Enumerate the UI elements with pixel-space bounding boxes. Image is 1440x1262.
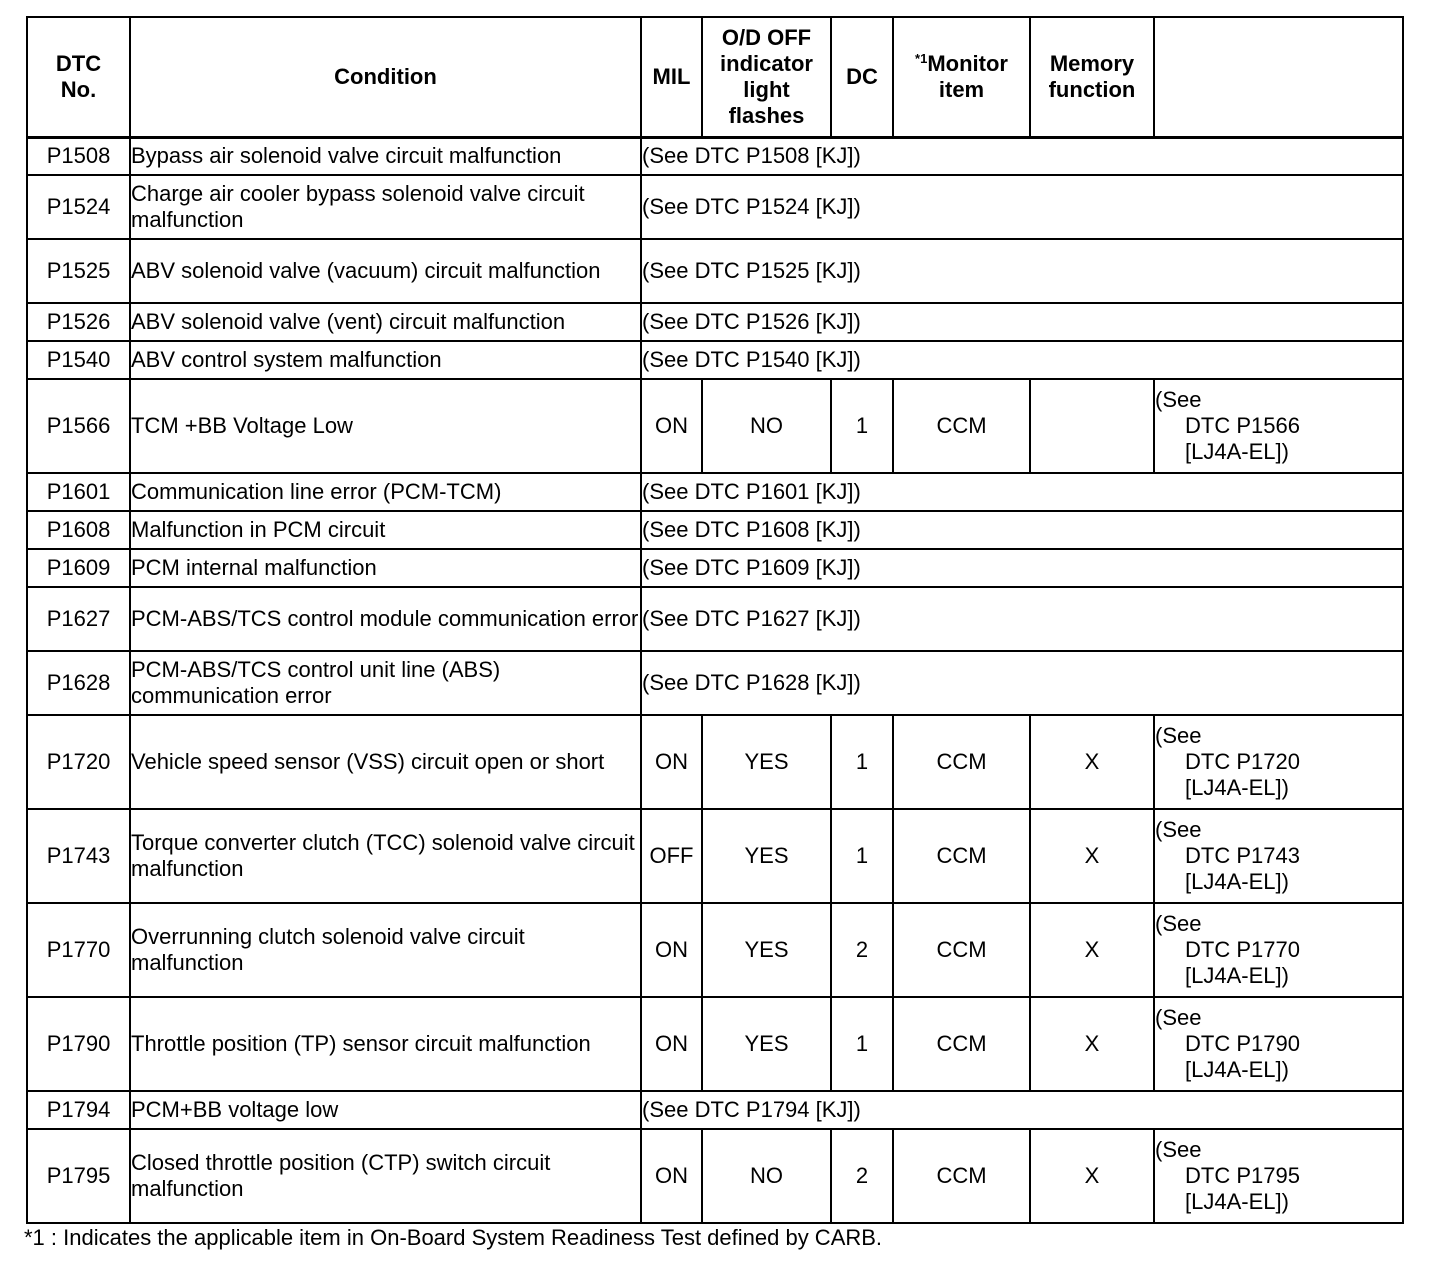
reference-line: DTC P1743 xyxy=(1185,843,1300,868)
monitor-footnote-mark: *1 xyxy=(915,50,928,66)
dtc-see-reference: (See DTC P1525 [KJ]) xyxy=(641,239,1403,303)
dtc-reference xyxy=(1154,809,1403,903)
dtc-od-off: NO xyxy=(702,1129,831,1223)
dtc-dc: 1 xyxy=(831,379,893,473)
dtc-table-body xyxy=(27,137,1403,1223)
header-reference xyxy=(1154,17,1403,137)
dtc-monitor: CCM xyxy=(893,379,1030,473)
reference-line: [LJ4A-EL]) xyxy=(1185,963,1289,988)
dtc-condition: ABV control system malfunction xyxy=(130,341,641,379)
reference-line: (See xyxy=(1155,1005,1202,1030)
dtc-condition: PCM-ABS/TCS control unit line (ABS) communication error xyxy=(130,651,641,715)
dtc-mil: ON xyxy=(641,1129,702,1223)
reference-line: [LJ4A-EL]) xyxy=(1185,1057,1289,1082)
reference-line: DTC P1720 xyxy=(1185,749,1300,774)
dtc-condition: Bypass air solenoid valve circuit malfunction xyxy=(130,137,641,175)
dtc-code: P1566 xyxy=(27,379,130,473)
dtc-code: P1795 xyxy=(27,1129,130,1223)
dtc-condition: Vehicle speed sensor (VSS) circuit open or short xyxy=(130,715,641,809)
reference-line: DTC P1795 xyxy=(1185,1163,1300,1188)
dtc-condition: ABV solenoid valve (vent) circuit malfunction xyxy=(130,303,641,341)
dtc-see-reference: (See DTC P1526 [KJ]) xyxy=(641,303,1403,341)
dtc-mil: ON xyxy=(641,715,702,809)
dtc-table xyxy=(26,16,1404,1224)
dtc-code: P1628 xyxy=(27,651,130,715)
dtc-memory: X xyxy=(1030,809,1154,903)
reference-line: DTC P1566 xyxy=(1185,413,1300,438)
header-dc: DC xyxy=(831,17,893,137)
table-row xyxy=(27,473,1403,511)
table-row xyxy=(27,303,1403,341)
header-mil: MIL xyxy=(641,17,702,137)
dtc-od-off: YES xyxy=(702,903,831,997)
dtc-condition: Communication line error (PCM-TCM) xyxy=(130,473,641,511)
dtc-od-off: YES xyxy=(702,715,831,809)
dtc-code: P1601 xyxy=(27,473,130,511)
dtc-condition: Malfunction in PCM circuit xyxy=(130,511,641,549)
dtc-reference xyxy=(1154,1129,1403,1223)
dtc-code: P1526 xyxy=(27,303,130,341)
dtc-memory: X xyxy=(1030,997,1154,1091)
dtc-see-reference: (See DTC P1601 [KJ]) xyxy=(641,473,1403,511)
reference-line: (See xyxy=(1155,387,1202,412)
dtc-od-off: YES xyxy=(702,809,831,903)
dtc-see-reference: (See DTC P1508 [KJ]) xyxy=(641,137,1403,175)
header-condition: Condition xyxy=(130,17,641,137)
header-od-off: O/D OFF indicator light flashes xyxy=(702,17,831,137)
table-row xyxy=(27,379,1403,473)
table-row xyxy=(27,1129,1403,1223)
reference-line: [LJ4A-EL]) xyxy=(1185,775,1289,800)
dtc-condition: ABV solenoid valve (vacuum) circuit malfunction xyxy=(130,239,641,303)
dtc-see-reference: (See DTC P1628 [KJ]) xyxy=(641,651,1403,715)
dtc-code: P1525 xyxy=(27,239,130,303)
table-row xyxy=(27,997,1403,1091)
reference-line: [LJ4A-EL]) xyxy=(1185,1189,1289,1214)
reference-line: (See xyxy=(1155,723,1202,748)
dtc-od-off: YES xyxy=(702,997,831,1091)
header-memory: Memory function xyxy=(1030,17,1154,137)
header-monitor-label: Monitor item xyxy=(927,50,1008,102)
dtc-see-reference: (See DTC P1627 [KJ]) xyxy=(641,587,1403,651)
footnote: *1 : Indicates the applicable item in On-Board System Readiness Test defined by CARB. xyxy=(24,1225,883,1250)
dtc-see-reference: (See DTC P1524 [KJ]) xyxy=(641,175,1403,239)
dtc-monitor: CCM xyxy=(893,809,1030,903)
dtc-see-reference: (See DTC P1540 [KJ]) xyxy=(641,341,1403,379)
dtc-code: P1540 xyxy=(27,341,130,379)
reference-line: (See xyxy=(1155,1137,1202,1162)
dtc-code: P1770 xyxy=(27,903,130,997)
reference-line: DTC P1790 xyxy=(1185,1031,1300,1056)
dtc-condition: Charge air cooler bypass solenoid valve circuit malfunction xyxy=(130,175,641,239)
table-row xyxy=(27,651,1403,715)
dtc-memory: X xyxy=(1030,1129,1154,1223)
dtc-monitor: CCM xyxy=(893,903,1030,997)
dtc-condition: Overrunning clutch solenoid valve circuit malfunction xyxy=(130,903,641,997)
dtc-dc: 1 xyxy=(831,809,893,903)
dtc-dc: 1 xyxy=(831,997,893,1091)
dtc-code: P1790 xyxy=(27,997,130,1091)
dtc-mil: ON xyxy=(641,997,702,1091)
table-row xyxy=(27,715,1403,809)
table-row xyxy=(27,1091,1403,1129)
header-monitor xyxy=(893,17,1030,137)
dtc-condition: Torque converter clutch (TCC) solenoid valve circuit malfunction xyxy=(130,809,641,903)
header-dtc-no: DTC No. xyxy=(27,17,130,137)
reference-line: [LJ4A-EL]) xyxy=(1185,439,1289,464)
dtc-code: P1794 xyxy=(27,1091,130,1129)
table-row xyxy=(27,549,1403,587)
dtc-monitor: CCM xyxy=(893,1129,1030,1223)
dtc-code: P1608 xyxy=(27,511,130,549)
reference-line: [LJ4A-EL]) xyxy=(1185,869,1289,894)
dtc-mil: ON xyxy=(641,903,702,997)
table-row xyxy=(27,341,1403,379)
table-row xyxy=(27,175,1403,239)
table-row xyxy=(27,511,1403,549)
table-row xyxy=(27,239,1403,303)
dtc-reference xyxy=(1154,715,1403,809)
dtc-memory: X xyxy=(1030,715,1154,809)
dtc-reference xyxy=(1154,997,1403,1091)
dtc-dc: 2 xyxy=(831,903,893,997)
dtc-condition: Closed throttle position (CTP) switch circuit malfunction xyxy=(130,1129,641,1223)
dtc-memory xyxy=(1030,379,1154,473)
dtc-od-off: NO xyxy=(702,379,831,473)
reference-line: (See xyxy=(1155,911,1202,936)
dtc-code: P1720 xyxy=(27,715,130,809)
dtc-memory: X xyxy=(1030,903,1154,997)
dtc-monitor: CCM xyxy=(893,997,1030,1091)
dtc-code: P1743 xyxy=(27,809,130,903)
header-row xyxy=(27,17,1403,137)
table-row xyxy=(27,903,1403,997)
dtc-code: P1508 xyxy=(27,137,130,175)
dtc-see-reference: (See DTC P1608 [KJ]) xyxy=(641,511,1403,549)
dtc-mil: ON xyxy=(641,379,702,473)
dtc-code: P1609 xyxy=(27,549,130,587)
dtc-condition: PCM+BB voltage low xyxy=(130,1091,641,1129)
table-row xyxy=(27,809,1403,903)
dtc-monitor: CCM xyxy=(893,715,1030,809)
dtc-condition: PCM-ABS/TCS control module communication error xyxy=(130,587,641,651)
table-row xyxy=(27,137,1403,175)
dtc-dc: 1 xyxy=(831,715,893,809)
reference-line: (See xyxy=(1155,817,1202,842)
dtc-mil: OFF xyxy=(641,809,702,903)
table-row xyxy=(27,587,1403,651)
dtc-see-reference: (See DTC P1609 [KJ]) xyxy=(641,549,1403,587)
dtc-code: P1627 xyxy=(27,587,130,651)
dtc-condition: TCM +BB Voltage Low xyxy=(130,379,641,473)
dtc-condition: PCM internal malfunction xyxy=(130,549,641,587)
dtc-see-reference: (See DTC P1794 [KJ]) xyxy=(641,1091,1403,1129)
dtc-reference xyxy=(1154,379,1403,473)
dtc-condition: Throttle position (TP) sensor circuit malfunction xyxy=(130,997,641,1091)
dtc-code: P1524 xyxy=(27,175,130,239)
reference-line: DTC P1770 xyxy=(1185,937,1300,962)
dtc-reference xyxy=(1154,903,1403,997)
dtc-dc: 2 xyxy=(831,1129,893,1223)
